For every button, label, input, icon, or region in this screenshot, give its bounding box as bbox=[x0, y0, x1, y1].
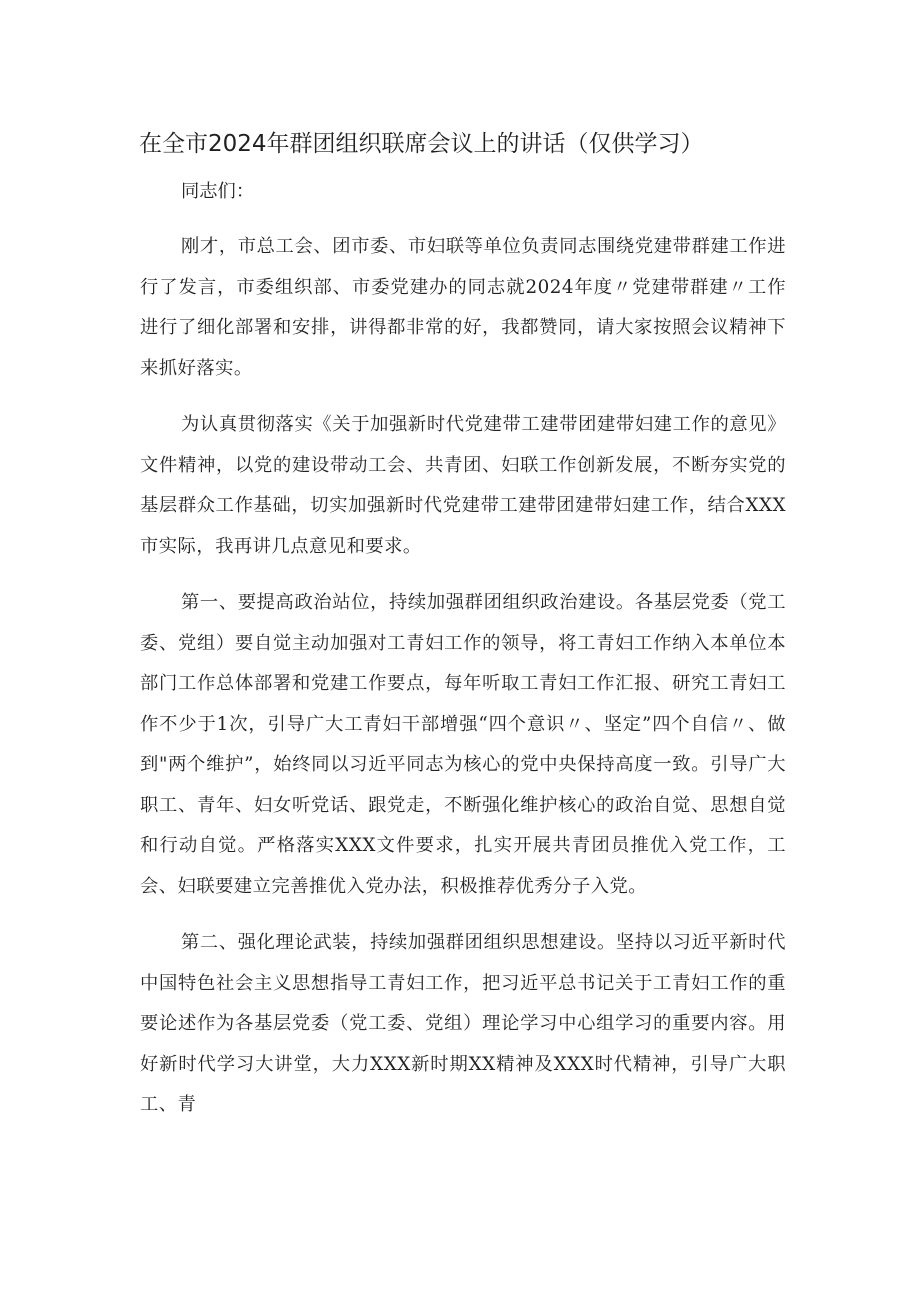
document-title: 在全市2024年群团组织联席会议上的讲话（仅供学习） bbox=[139, 131, 704, 157]
paragraph-point-two: 第二、强化理论武装，持续加强群团组织思想建设。坚持以习近平新时代中国特色社会主义思想指导工青妇工作，把习近平总书记关于工青妇工作的重要论述作为各基层党委（党工委、党组）理论学习中心组学习的重要内容。用好新时代学习大讲堂，大力XXX新时期XX精神及XXX时代精神，引导广大职工、青 bbox=[140, 932, 786, 1115]
paragraph-purpose: 为认真贯彻落实《关于加强新时代党建带工建带团建带妇建工作的意见》文件精神，以党的建设带动工会、共青团、妇联工作创新发展，不断夯实党的基层群众工作基础，切实加强新时代党建带工建带团建带妇建工作，结合XXX市实际，我再讲几点意见和要求。 bbox=[140, 414, 786, 557]
paragraph-point-one: 第一、要提高政治站位，持续加强群团组织政治建设。各基层党委（党工委、党组）要自觉主动加强对工青妇工作的领导，将工青妇工作纳入本单位本部门工作总体部署和党建工作要点，每年听取工青妇工作汇报、研究工青妇工作不少于1次，引导广大工青妇干部增强“四个意识〃、坚定”四个自信〃、做到"两个维护”，始终同以习近平同志为核心的党中央保持高度一致。引导广大职工、青年、妇女听党话、跟党走，不断强化维护核心的政治自觉、思想自觉和行动自觉。严格落实XXX文件要求，扎实开展共青团员推优入党工作，工会、妇联要建立完善推优入党办法，积极推荐优秀分子入党。 bbox=[140, 592, 786, 897]
paragraph-opening: 刚才，市总工会、团市委、市妇联等单位负责同志围绕党建带群建工作进行了发言，市委组织部、市委党建办的同志就2024年度〃党建带群建〃工作进行了细化部署和安排，讲得都非常的好，我都赞同，请大家按照会议精神下来抓好落实。 bbox=[140, 236, 786, 379]
greeting: 同志们： bbox=[181, 181, 255, 202]
document-body bbox=[140, 175, 786, 1126]
